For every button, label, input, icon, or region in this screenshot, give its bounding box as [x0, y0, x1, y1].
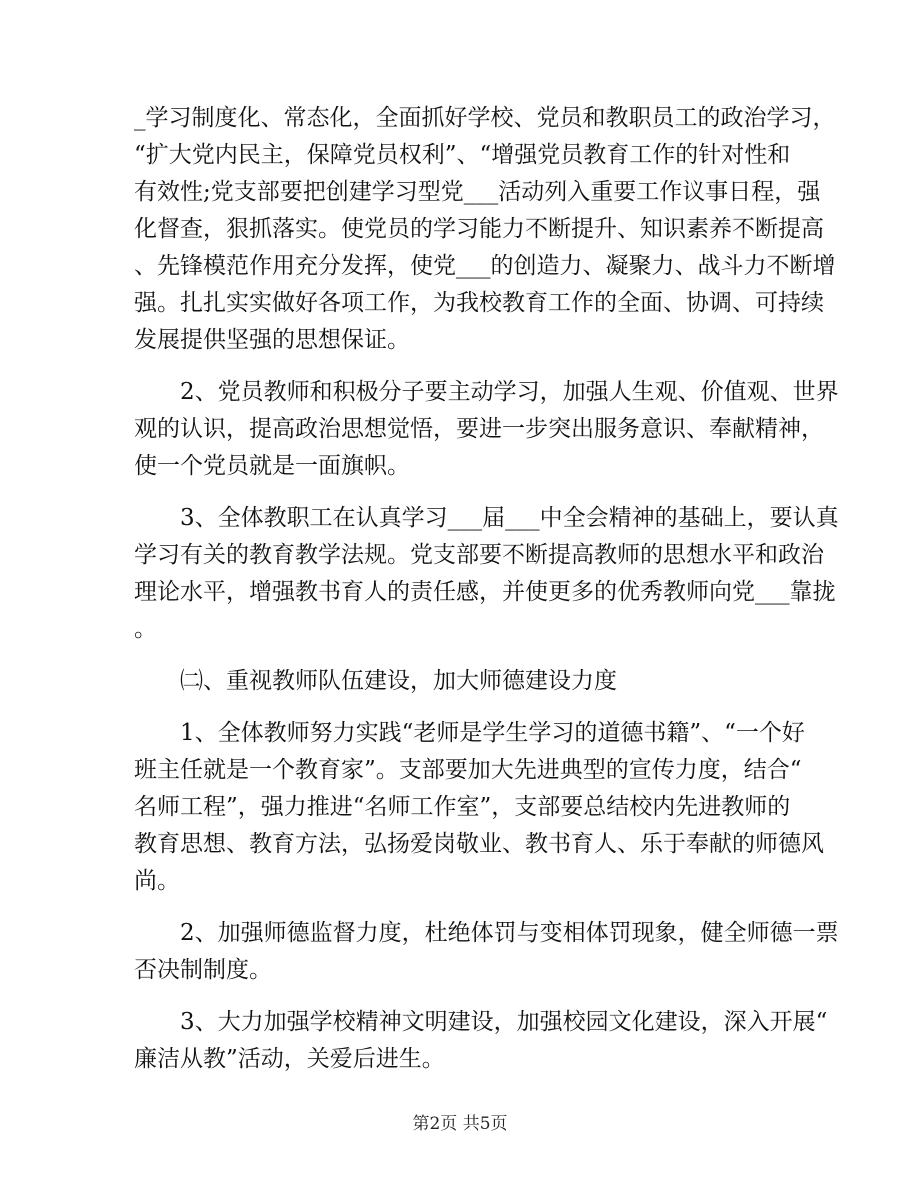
page-indicator: 第2页 共5页 — [412, 1114, 508, 1134]
paragraph-gap — [134, 900, 794, 915]
text-line: 强。扎扎实实做好各项工作，为我校教育工作的全面、协调、可持续 — [134, 290, 824, 316]
text-line: 2、党员教师和积极分子要主动学习，加强人生观、价值观、世界 — [134, 379, 839, 405]
text-line: 否决制制度。 — [134, 957, 272, 983]
paragraph-gap — [134, 700, 794, 715]
text-line: 使一个党员就是一面旗帜。 — [134, 453, 410, 479]
paragraph-gap — [134, 989, 794, 1004]
text-line: 发展提供坚强的思想保证。 — [134, 327, 410, 353]
heading-line: ㈡、重视教师队伍建设，加大师德建设力度 — [134, 668, 617, 694]
text-line: “扩大党内民主，保障党员权利”、“增强党员教育工作的针对性和 — [134, 142, 791, 168]
text-line: 3、大力加强学校精神文明建设，加强校园文化建设，深入开展“ — [134, 1009, 828, 1035]
document-body — [134, 100, 839, 1078]
text-line: 1、全体教师努力实践“老师是学生学习的道德书籍”、“一个好 — [134, 720, 805, 746]
paragraph-6 — [134, 1004, 828, 1078]
text-line: 2、加强师德监督力度，杜绝体罚与变相体罚现象，健全师德一票 — [134, 920, 839, 946]
text-line: 有效性;党支部要把创建学习型党___活动列入重要工作议事日程，强 — [134, 179, 821, 205]
paragraph-2 — [134, 374, 839, 485]
text-line: 化督查，狠抓落实。使党员的学习能力不断提升、知识素养不断提高 — [134, 216, 824, 242]
text-line: _学习制度化、常态化，全面抓好学校、党员和教职员工的政治学习， — [134, 105, 836, 131]
text-line: 。 — [134, 616, 157, 642]
text-line: 尚。 — [134, 868, 180, 894]
text-line: 理论水平，增强教书育人的责任感，并使更多的优秀教师向党___靠拢 — [134, 579, 836, 605]
text-line: 名师工程”，强力推进“名师工作室”，支部要总结校内先进教师的 — [134, 794, 791, 820]
paragraph-5 — [134, 915, 839, 989]
text-line: 廉洁从教”活动，关爱后进生。 — [134, 1046, 445, 1072]
paragraph-1 — [134, 100, 836, 359]
text-line: 学习有关的教育教学法规。党支部要不断提高教师的思想水平和政治 — [134, 542, 824, 568]
section-heading — [134, 663, 794, 700]
text-line: 、先锋模范作用充分发挥，使党___的创造力、凝聚力、战斗力不断增 — [134, 253, 836, 279]
paragraph-3 — [134, 500, 839, 648]
text-line: 观的认识，提高政治思想觉悟，要进一步突出服务意识、奉献精神， — [134, 416, 824, 442]
paragraph-4 — [134, 715, 824, 900]
paragraph-gap — [134, 485, 794, 500]
paragraph-gap — [134, 648, 794, 663]
page-footer — [0, 1112, 920, 1136]
text-line: 3、全体教职工在认真学习___届___中全会精神的基础上，要认真 — [134, 505, 839, 531]
text-line: 教育思想、教育方法，弘扬爱岗敬业、教书育人、乐于奉献的师德风 — [134, 831, 824, 857]
text-line: 班主任就是一个教育家”。支部要加大先进典型的宣传力度，结合“ — [134, 757, 802, 783]
paragraph-gap — [134, 359, 794, 374]
